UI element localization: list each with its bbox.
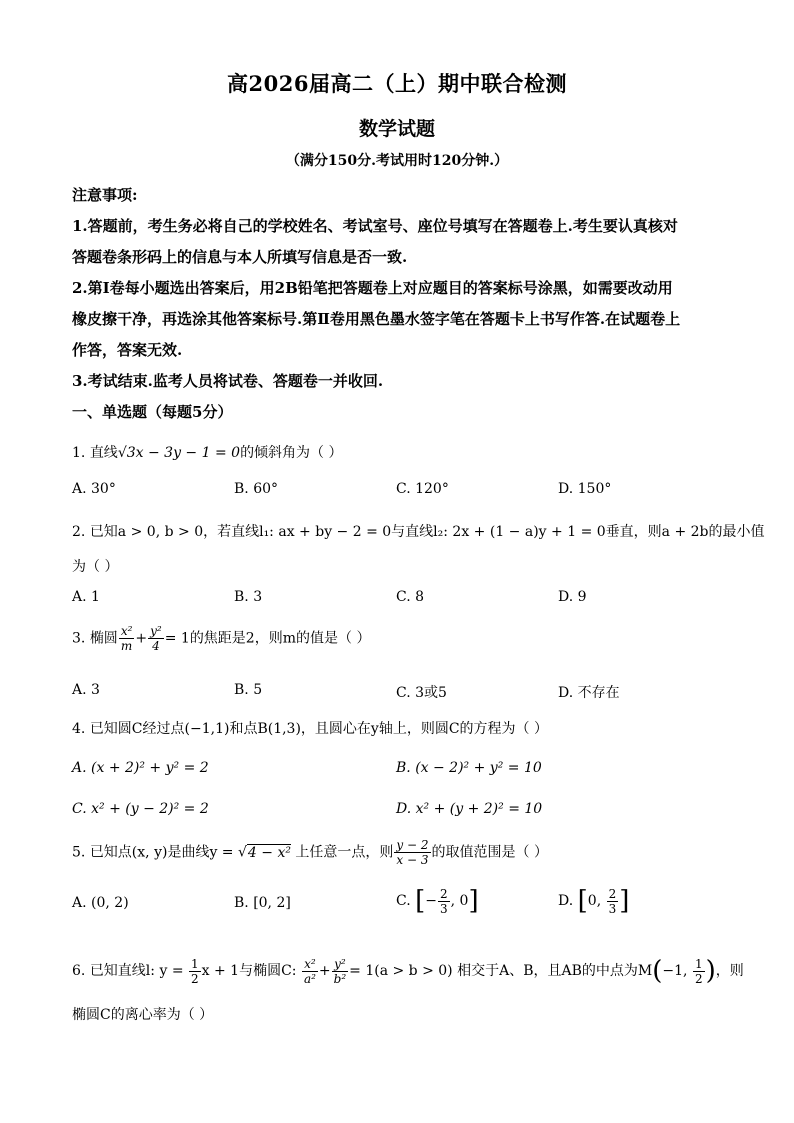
- question-number: 5.: [72, 844, 90, 861]
- question-6-cont: 椭圆C的离心率为（ ）: [72, 1007, 214, 1023]
- question-text: 已知a > 0, b > 0，若直线l₁: ax + by − 2 = 0与直线l₂: 2x + (1 − a)y + 1 = 0垂直，则a + 2b的最小值: [89, 524, 765, 540]
- notice-heading: 注意事项:: [72, 186, 138, 204]
- question-text: 的倾斜角为（ ）: [240, 445, 343, 461]
- numerator: 2: [440, 886, 448, 901]
- coordinate: −1,: [662, 963, 692, 979]
- fraction: [119, 624, 135, 653]
- exam-score-note: （满分150分.考试用时120分钟.）: [285, 153, 509, 169]
- notice-line-4: 橡皮擦干净，再选涂其他答案标号.第Ⅱ卷用黑色墨水签字笔在答题卡上书写作答.在试题卷上: [72, 310, 681, 328]
- plus-sign: +: [135, 630, 148, 647]
- denominator: 4: [152, 639, 160, 653]
- exam-title: 高2026届高二（上）期中联合检测: [227, 71, 567, 96]
- question-text: 已知直线l: y =: [89, 963, 188, 979]
- option-text: 0,: [587, 893, 606, 909]
- question-text: 的焦距是2，则m的值是（ ）: [189, 630, 371, 647]
- denominator: a²: [303, 971, 316, 986]
- numerator: y²: [332, 957, 349, 972]
- q1-option-c: C. 120°: [396, 481, 449, 497]
- q4-option-a: A. (x + 2)² + y² = 2: [72, 760, 209, 776]
- q3-option-c: C. 3或5: [396, 685, 447, 701]
- denominator: b²: [333, 971, 347, 986]
- fraction: [189, 957, 201, 986]
- q3-option-a: A. 3: [72, 682, 100, 698]
- question-number: 4.: [72, 721, 90, 737]
- numerator: y²: [150, 624, 162, 638]
- q4-option-b: B. (x − 2)² + y² = 10: [396, 760, 542, 776]
- fraction: [394, 838, 430, 867]
- denominator: 3: [440, 901, 448, 916]
- numerator: 2: [608, 886, 617, 901]
- exam-subject: 数学试题: [358, 118, 435, 140]
- question-text: 已知点(x, y)是曲线y =: [89, 844, 238, 861]
- plus-sign: +: [318, 963, 331, 979]
- question-text: x + 1与椭圆C:: [201, 963, 301, 979]
- q2-option-c: C. 8: [396, 589, 425, 605]
- question-2: [72, 521, 765, 541]
- q1-option-b: B. 60°: [234, 481, 279, 497]
- right-bracket: ]: [619, 886, 630, 916]
- question-text: = 1(a > b > 0) 相交于A、B，且AB的中点为M: [349, 963, 653, 979]
- option-label: C.: [396, 893, 411, 909]
- left-bracket: [: [577, 886, 588, 916]
- notice-line-6: 3.考试结束.监考人员将试卷、答题卷一并收回.: [72, 372, 384, 390]
- question-number: 1.: [72, 445, 90, 461]
- question-1: [72, 442, 343, 462]
- fraction: [332, 957, 349, 986]
- question-5: [72, 838, 548, 867]
- sqrt-radicand: 4 − x²: [247, 844, 291, 861]
- question-text: ，则: [715, 963, 744, 979]
- option-text: , 0: [450, 893, 469, 909]
- minus: −: [425, 893, 438, 909]
- denominator: x − 3: [396, 853, 429, 867]
- denominator: 2: [694, 971, 703, 986]
- question-text: 直线: [89, 445, 118, 461]
- notice-line-1: 1.答题前，考生务必将自己的学校姓名、考试室号、座位号填写在答题卷上.考生要认真核对: [72, 217, 678, 235]
- fraction: [693, 957, 705, 986]
- right-bracket: ]: [468, 886, 479, 916]
- fraction: [607, 887, 619, 916]
- fraction: [148, 624, 164, 653]
- sqrt-symbol: √: [237, 844, 247, 861]
- numerator: x²: [120, 624, 133, 638]
- left-bracket: [: [415, 886, 426, 916]
- equation: √3x − 3y − 1 = 0: [117, 445, 241, 461]
- numerator: 1: [694, 956, 703, 971]
- question-number: 2.: [72, 524, 90, 540]
- denominator: m: [120, 639, 133, 653]
- right-paren: ): [705, 956, 716, 986]
- denominator: 2: [191, 971, 199, 986]
- notice-line-5: 作答，答案无效.: [72, 341, 183, 359]
- question-text: 上任意一点，则: [290, 844, 394, 861]
- question-2-cont: 为（ ）: [72, 559, 119, 575]
- question-4: [72, 718, 548, 738]
- numerator: y − 2: [396, 838, 429, 852]
- question-text: 已知圆C经过点(−1,1)和点B(1,3)，且圆心在y轴上，则圆C的方程为（ ）: [89, 721, 548, 737]
- section-title: 一、单选题（每题5分）: [72, 403, 233, 421]
- equals: = 1: [164, 630, 190, 647]
- notice-line-2: 答题卷条形码上的信息与本人所填写信息是否一致.: [72, 248, 408, 266]
- notice-line-3: 2.第Ⅰ卷每小题选出答案后，用2B铅笔把答题卷上对应题目的答案标号涂黑，如需要改动用: [72, 279, 673, 297]
- q1-option-d: D. 150°: [558, 481, 612, 497]
- q2-option-b: B. 3: [234, 589, 263, 605]
- question-number: 3.: [72, 630, 90, 647]
- q5-option-d: [558, 886, 629, 916]
- q2-option-a: A. 1: [72, 589, 100, 605]
- q3-option-b: B. 5: [234, 682, 263, 698]
- question-text: 的取值范围是（ ）: [431, 844, 548, 861]
- question-text: 椭圆: [89, 630, 118, 647]
- q4-option-c: C. x² + (y − 2)² = 2: [72, 801, 209, 817]
- numerator: 1: [191, 956, 199, 971]
- q5-option-a: A. (0, 2): [72, 895, 129, 911]
- q4-option-d: D. x² + (y + 2)² = 10: [396, 801, 543, 817]
- numerator: x²: [302, 957, 318, 972]
- q5-option-b: B. [0, 2]: [234, 895, 291, 911]
- q5-option-c: [396, 886, 479, 916]
- denominator: 3: [608, 901, 617, 916]
- q3-option-d: D. 不存在: [558, 685, 620, 701]
- question-number: 6.: [72, 963, 90, 979]
- fraction: [438, 887, 450, 916]
- q2-option-d: D. 9: [558, 589, 587, 605]
- left-paren: (: [652, 956, 663, 986]
- q1-option-a: A. 30°: [72, 481, 116, 497]
- option-label: D.: [558, 893, 574, 909]
- fraction: [302, 957, 318, 986]
- question-6: [72, 956, 744, 986]
- question-3: [72, 624, 370, 653]
